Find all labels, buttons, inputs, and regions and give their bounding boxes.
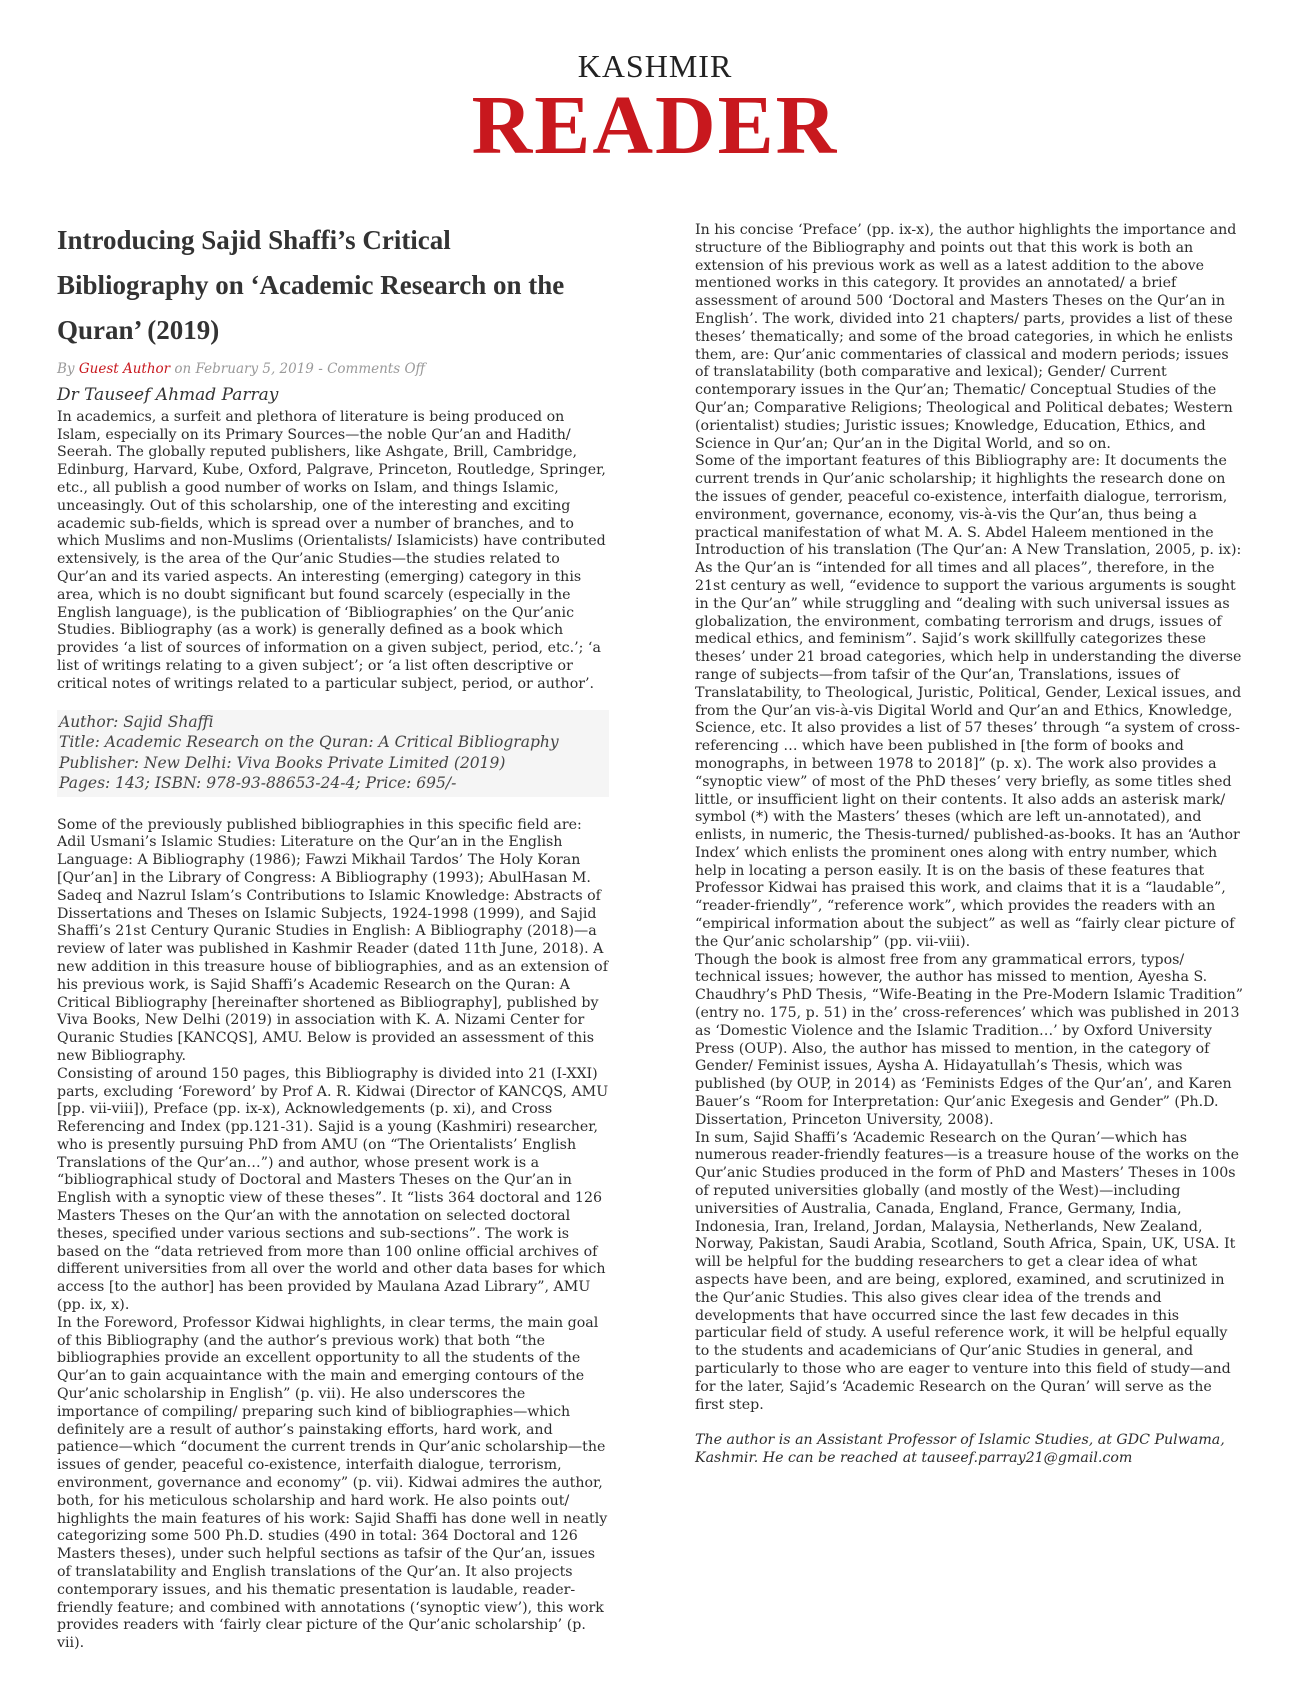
book-info-box [57,710,609,797]
book-publisher: Publisher: New Delhi: Viva Books Private Limited (2019) [59,753,506,772]
article-left-column [57,218,609,1653]
intro-paragraph: In academics, a surfeit and plethora of literature is being produced on Islam, especially on its Primary Sources—the noble Qur’an and Hadith/ Seerah. The globally reputed publishers, like Ashgate, Brill, Cambridge, Edinburg, Harvard, Kube, Oxford, Palgrave, Princeton, Routledge, Springer, etc., all publish a good number of works on Islam, and things Islamic, unceasingly. Out of this scholarship, one of the interesting and exciting academic sub-fields, which is spread over a number of branches, and to which Muslims and non-Muslims (Orientalists/ Islamicists) have contributed extensively, is the area of the Qur’anic Studies—the studies related to Qur’an and its varied aspects. An interesting (emerging) category in this area, which is no doubt significant but found scarcely (especially in the English language), is the publication of ‘Bibliographies’ on the Qur’anic Studies. Bibliography (as a work) is generally defined as a book which provides ‘a list of sources of information on a given subject, period, etc.’; ‘a list of writings relating to a given subject’; or ‘a list often descriptive or critical notes of writings related to a particular subject, period, or author’. [57,408,606,692]
body-paragraph: Some of the previously published bibliographies in this specific field are: Adil Usmani’s Islamic Studies: Literature on the Qur’an in the English Language: A Bibliography (1986); Fawzi Mikhail Tardos’ The Holy Koran [Qur’an] in the Library of Congress: A Bibliography (1993); AbulHasan M. Sadeq and Nazrul Islam’s Contributions to Islamic Knowledge: Abstracts of Dissertations and Theses on Islamic Subjects, 1924-1998 (1999), and Sajid Shaffi’s 21st Century Quranic Studies in English: A Bibliography (2018)—a review of later was published in Kashmir Reader (dated 11th June, 2018). A new addition in this treasure house of bibliographies, and as an extension of his previous work, is Sajid Shaffi’s Academic Research on the Quran: A Critical Bibliography [hereinafter shortened as Bibliography], published by Viva Books, New Delhi (2019) in association with K. A. Nizami Center for Quranic Studies [KANCQS], AMU. Below is provided an assessment of this new Bibliography. [57,816,608,1064]
body-paragraph: In his concise ‘Preface’ (pp. ix-x), the author highlights the importance and structure of the Bibliography and points out that this work is both an extension of his previous work as well as a latest addition to the above mentioned works in this category. It provides an annotated/ a brief assessment of around 500 ‘Doctoral and Masters Theses on the Qur’an in English’. The work, divided into 21 chapters/ parts, provides a list of these theses’ thematically; and some of the broad categories, in which he enlists them, are: Qur’anic commentaries of classical and modern periods; issues of translatability (both comparative and lexical); Gender/ Current contemporary issues in the Qur’an; Thematic/ Conceptual Studies of the Qur’an; Comparative Religions; Theological and Political debates; Western (orientalist) studies; Juristic issues; Knowledge, Education, Ethics, and Science in Qur’an; Qur’an in the Digital World, and so on. [695,222,1237,452]
byline [57,361,609,379]
book-title: Title: Academic Research on the Quran: A Critical Bibliography [59,733,559,752]
author-note: The author is an Assistant Professor of Islamic Studies, at GDC Pulwama, Kashmir. He can be reached at tauseef.parray21@gmail.com [695,1432,1225,1467]
byline-date: on February 5, 2019 [174,361,314,377]
body-paragraph: In sum, Sajid Shaffi’s ‘Academic Research on the Quran’—which has numerous reader-friendly features—is a treasure house of the works on the Qur’anic Studies produced in the form of PhD and Masters’ Theses in 100s of reputed universities globally (and mostly of the West)—including universities of Australia, Canada, England, France, Germany, India, Indonesia, Iran, Ireland, Jordan, Malaysia, Netherlands, New Zealand, Norway, Pakistan, Saudi Arabia, Scotland, South Africa, Spain, UK, USA. It will be helpful for the budding researchers to get a clear idea of what aspects have been, and are being, explored, examined, and scrutinized in the Qur’anic Studies. This also gives clear idea of the trends and developments that have occurred since the last few decades in this particular field of study. A useful reference work, it will be helpful equally to the students and academicians of Qur’anic Studies in general, and particularly to those who are eager to venture into this field of study—and for the later, Sajid’s ‘Academic Research on the Quran’ will serve as the first step. [695,1129,1239,1413]
book-details: Pages: 143; ISBN: 978-93-88653-24-4; Price: 695/- [59,774,457,793]
body-paragraph: Some of the important features of this Bibliography are: It documents the current trends in Qur’anic scholarship; it highlights the research done on the issues of gender, peaceful co-existence, interfaith dialogue, terrorism, environment, governance, economy, vis-à-vis the Qur’an, thus being a practical manifestation of what M. A. S. Abdel Haleem mentioned in the Introduction of his translation (The Qur’an: A New Translation, 2005, p. ix): As the Qur’an is “intended for all times and all places”, therefore, in the 21st century as well, “evidence to support the various arguments is sought in the Qur’an” while struggling and “dealing with such universal issues as globalization, the environment, combating terrorism and drugs, issues of medical ethics, and feminism”. Sajid’s work skillfully categorizes these theses’ under 21 broad categories, which help in understanding the diverse range of subjects—from tafsir of the Qur’an, Translations, issues of Translatability, to Theological, Juristic, Political, Gender, Lexical issues, and from the Qur’an vis-à-vis Digital World and Qur’an and Ethics, Knowledge, Science, etc. It also provides a list of 57 theses’ through “a system of cross-referencing … which have been published in [the form of books and monographs, in between 1978 to 2018]” (p. x). The work also provides a “synoptic view” of most of the PhD theses’ very briefly, as some titles shed little, or insufficient light on their contents. It also adds an asterisk mark/ symbol (*) with the Masters’ theses (which are left un-annotated), and enlists, in numeric, the Thesis-turned/ published-as-books. It has an ‘Author Index’ which enlists the prominent ones along with entry number, which help in locating a person easily. It is on the basis of these features that Professor Kidwai has praised this work, and claims that it is a “laudable”, “reader-friendly”, “reference work”, which provides the readers with an “empirical information about the subject” as well as “fairly clear picture of the Qur’anic scholarship” (pp. vii-viii). [695,453,1242,950]
masthead[interactable] [0,48,1310,172]
body-paragraph: Consisting of around 150 pages, this Bibliography is divided into 21 (I-XXI) parts, excluding ‘Foreword’ by Prof A. R. Kidwai (Director of KANCQS, AMU [pp. vii-viii]), Preface (pp. ix-x), Acknowledgements (p. xi), and Cross Referencing and Index (pp.121-31). Sajid is a young (Kashmiri) researcher, who is presently pursuing PhD from AMU (on “The Orientalists’ English Translations of the Qur’an…”) and author, whose present work is a “bibliographical study of Doctoral and Masters Theses on the Qur’an in English with a synoptic view of these theses”. It “lists 364 doctoral and 126 Masters Theses on the Qur’an with the annotation on selected doctoral theses, specified under various sections and sub-sections”. The work is based on the “data retrieved from more than 100 online official archives of different universities from all over the world and other data bases for which access [to the author] has been provided by Maulana Azad Library”, AMU (pp. ix, x). [57,1065,609,1314]
body-paragraph: Though the book is almost free from any grammatical errors, typos/ technical issues; however, the author has missed to mention, Ayesha S. Chaudhry’s PhD Thesis, “Wife-Beating in the Pre-Modern Islamic Tradition” (entry no. 175, p. 51) in the’ cross-references’ which was published in 2013 as ‘Domestic Violence and the Islamic Tradition…’ by Oxford University Press (OUP). Also, the author has missed to mention, in the category of Gender/ Feminist issues, Aysha A. Hidayatullah’s Thesis, which was published (by OUP, in 2014) as ‘Feminists Edges of the Qur’an’, and Karen Bauer’s “Room for Interpretation: Qur’anic Exegesis and Gender” (Ph.D. Dissertation, Princeton University, 2008). [695,951,1244,1128]
article-title: Introducing Sajid Shaffi’s Critical Bibliography on ‘Academic Research on the Quran’ (2019) [57,225,565,345]
byline-separator: - [318,361,323,377]
masthead-kashmir: KASHMIR [577,48,733,84]
article-author-name: Dr Tauseef Ahmad Parray [57,384,279,405]
article-right-column [695,222,1245,1468]
book-author: Author: Sajid Shaffi [59,712,214,731]
body-paragraph: In the Foreword, Professor Kidwai highlights, in clear terms, the main goal of this Bibliography (and the author’s previous work) that both “the bibliographies provide an excellent opportunity to all the students of the Qur’an to gain acquaintance with the main and emerging contours of the Qur’anic scholarship in English” (p. vii). He also underscores the importance of compiling/ preparing such kind of bibliographies—which definitely are a result of author’s painstaking efforts, hard work, and patience—which “document the current trends in Qur’anic scholarship—the issues of gender, peaceful co-existence, interfaith dialogue, terrorism, environment, governance and economy” (p. vii). Kidwai admires the author, both, for his meticulous scholarship and hard work. He also points out/ highlights the main features of his work: Sajid Shaffi has done well in neatly categorizing some 500 Ph.D. studies (490 in total: 364 Doctoral and 126 Masters theses), under such helpful sections as tafsir of the Qur’an, issues of translatability and English translations of the Qur’an. It also projects contemporary issues, and his thematic presentation is laudable, reader-friendly feature; and combined with annotations (‘synoptic view’), this work provides readers with ‘fairly clear picture of the Qur’anic scholarship’ (p. vii). [57,1314,608,1652]
comments-status: Comments Off [327,361,426,377]
masthead-reader-logo: READER [471,79,839,172]
byline-prefix: By [57,361,75,377]
guest-author-link[interactable]: Guest Author [78,361,171,377]
